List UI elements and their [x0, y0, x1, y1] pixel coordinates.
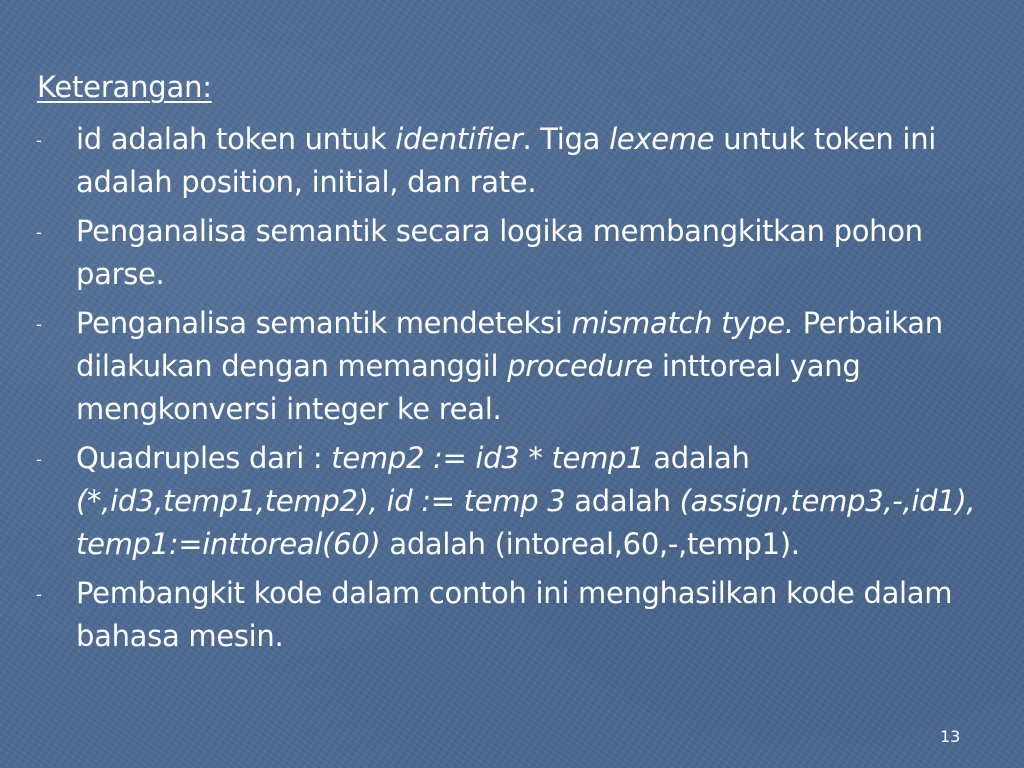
italic-term: identifier	[395, 122, 523, 156]
text-run: Quadruples dari :	[76, 441, 332, 475]
bullet-marker: -	[36, 450, 42, 469]
text-run: adalah (intoreal,60,-,temp1).	[380, 527, 800, 561]
bullet-item	[36, 437, 996, 566]
text-run: . Tiga	[522, 122, 610, 156]
italic-term: (*,id3,temp1,temp2), id := temp 3	[76, 484, 566, 518]
slide-heading: Keterangan:	[37, 70, 212, 104]
bullet-text	[76, 210, 996, 296]
text-run: adalah	[644, 441, 759, 475]
italic-term: procedure	[507, 349, 653, 383]
bullet-text	[76, 437, 996, 566]
bullet-list	[36, 118, 996, 664]
text-run: Penganalisa semantik mendeteksi	[76, 306, 572, 340]
text-run: Pembangkit kode dalam contoh ini menghasilkan kode dalam bahasa mesin.	[76, 576, 962, 653]
text-run: id adalah token untuk	[76, 122, 396, 156]
bullet-item	[36, 210, 996, 296]
page-number: 13	[940, 727, 961, 746]
text-run: inttoreal yang mengkonversi integer ke real.	[76, 349, 870, 426]
text-run: Penganalisa semantik secara logika membangkitkan pohon parse.	[76, 214, 932, 291]
bullet-text	[76, 302, 996, 431]
bullet-item	[36, 572, 996, 658]
bullet-marker: -	[36, 131, 42, 150]
bullet-marker: -	[36, 585, 42, 604]
bullet-text	[76, 572, 996, 658]
bullet-item	[36, 302, 996, 431]
bullet-text	[76, 118, 996, 204]
bullet-marker: -	[36, 315, 42, 334]
italic-term: (assign,temp3,-,id1), temp1:=inttoreal(60)	[76, 484, 985, 561]
text-run: untuk token ini adalah position, initial, dan rate.	[76, 122, 945, 199]
italic-term: lexeme	[609, 122, 715, 156]
text-run: Perbaikan dilakukan dengan memanggil	[76, 306, 952, 383]
italic-term: temp2 := id3 * temp1	[331, 441, 645, 475]
bullet-item	[36, 118, 996, 204]
bullet-marker: -	[36, 223, 42, 242]
italic-term: mismatch type.	[571, 306, 794, 340]
text-run: adalah	[565, 484, 680, 518]
